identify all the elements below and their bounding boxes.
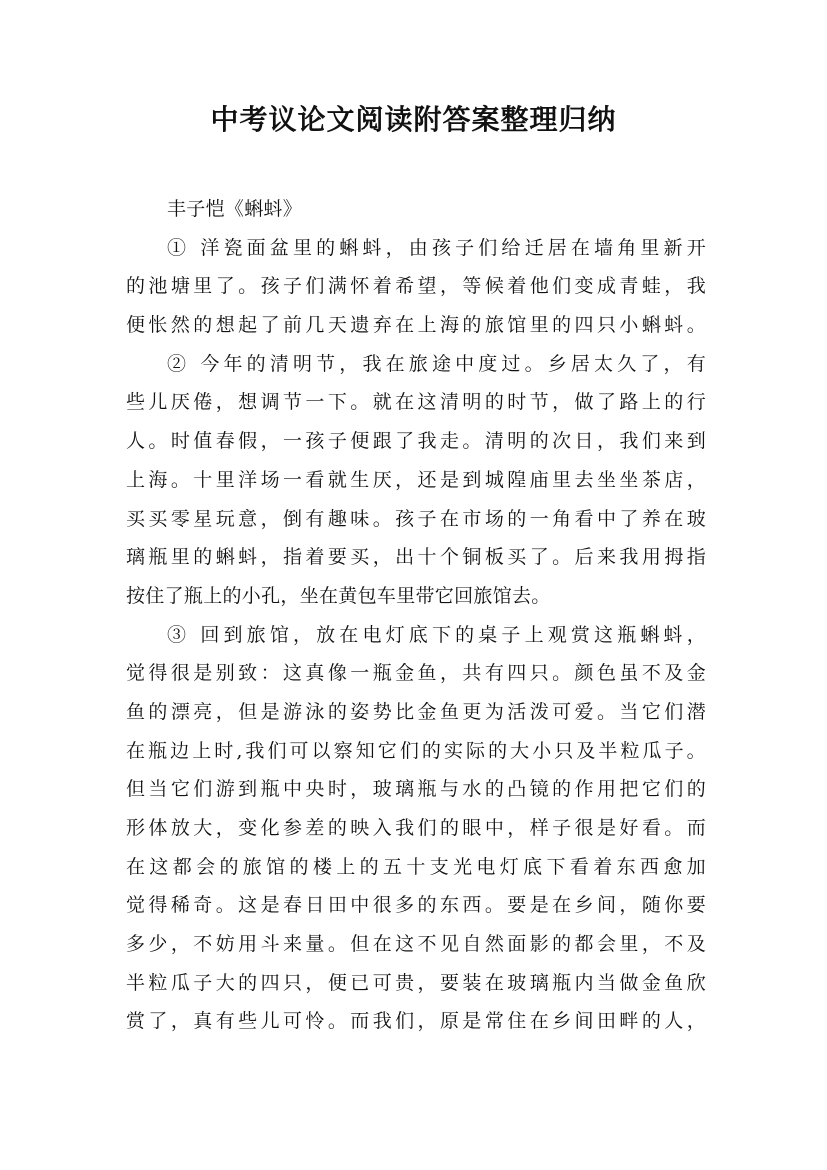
paragraph-2-line-5: 买买零星玩意，倒有趣味。孩子在市场的一角看中了养在玻 [126, 507, 706, 530]
paragraph-3-line-9: 多少，不妨用斗来量。但在这不见自然面影的都会里，不及 [126, 933, 706, 956]
paragraph-3-line-10: 半粒瓜子大的四只，便已可贵，要装在玻璃瓶内当做金鱼欣 [126, 971, 706, 994]
paragraph-1-line-2: 的池塘里了。孩子们满怀着希望，等候着他们变成青蛙，我 [126, 275, 706, 298]
paragraph-3-line-1: ③ 回到旅馆，放在电灯底下的桌子上观赏这瓶蝌蚪， [167, 623, 706, 646]
paragraph-1-line-1: ① 洋瓷面盆里的蝌蚪，由孩子们给迁居在墙角里新开 [167, 236, 706, 259]
paragraph-3-line-8: 觉得稀奇。这是春日田中很多的东西。要是在乡间，随你要 [126, 894, 706, 917]
paragraph-3-line-5: 但当它们游到瓶中央时，玻璃瓶与水的凸镜的作用把它们的 [126, 778, 706, 801]
document-body [126, 190, 706, 1041]
document-title: 中考议论文阅读附答案整理归纳 [210, 103, 617, 136]
paragraph-3-line-3: 鱼的漂亮，但是游泳的姿势比金鱼更为活泼可爱。当它们潜 [126, 700, 706, 723]
paragraph-2-line-3: 人。时值春假，一孩子便跟了我走。清明的次日，我们来到 [126, 430, 706, 453]
paragraph-3-line-11: 赏了，真有些儿可怜。而我们，原是常住在乡间田畔的人， [126, 1010, 706, 1033]
paragraph-3-line-6: 形体放大，变化参差的映入我们的眼中，样子很是好看。而 [126, 817, 706, 839]
paragraph-2-line-6: 璃瓶里的蝌蚪，指着要买，出十个铜板买了。后来我用拇指 [126, 546, 706, 569]
paragraph-2-line-7: 按住了瓶上的小孔，坐在黄包车里带它回旅馆去。 [126, 584, 551, 607]
paragraph-2-line-1: ② 今年的清明节，我在旅途中度过。乡居太久了，有 [167, 352, 706, 375]
paragraph-2-line-4: 上海。十里洋场一看就生厌，还是到城隍庙里去坐坐茶店， [126, 468, 706, 491]
paragraph-3-line-4: 在瓶边上时,我们可以察知它们的实际的大小只及半粒瓜子。 [126, 739, 706, 762]
paragraph-1-line-3: 便怅然的想起了前几天遗弃在上海的旅馆里的四只小蝌蚪。 [126, 314, 706, 337]
author-work-line: 丰子恺《蝌蚪》 [167, 198, 303, 220]
paragraph-3-line-2: 觉得很是别致：这真像一瓶金鱼，共有四只。颜色虽不及金 [126, 662, 706, 685]
paragraph-3-line-7: 在这都会的旅馆的楼上的五十支光电灯底下看着东西愈加 [126, 855, 706, 878]
paragraph-2-line-2: 些儿厌倦，想调节一下。就在这清明的时节，做了路上的行 [126, 391, 706, 414]
